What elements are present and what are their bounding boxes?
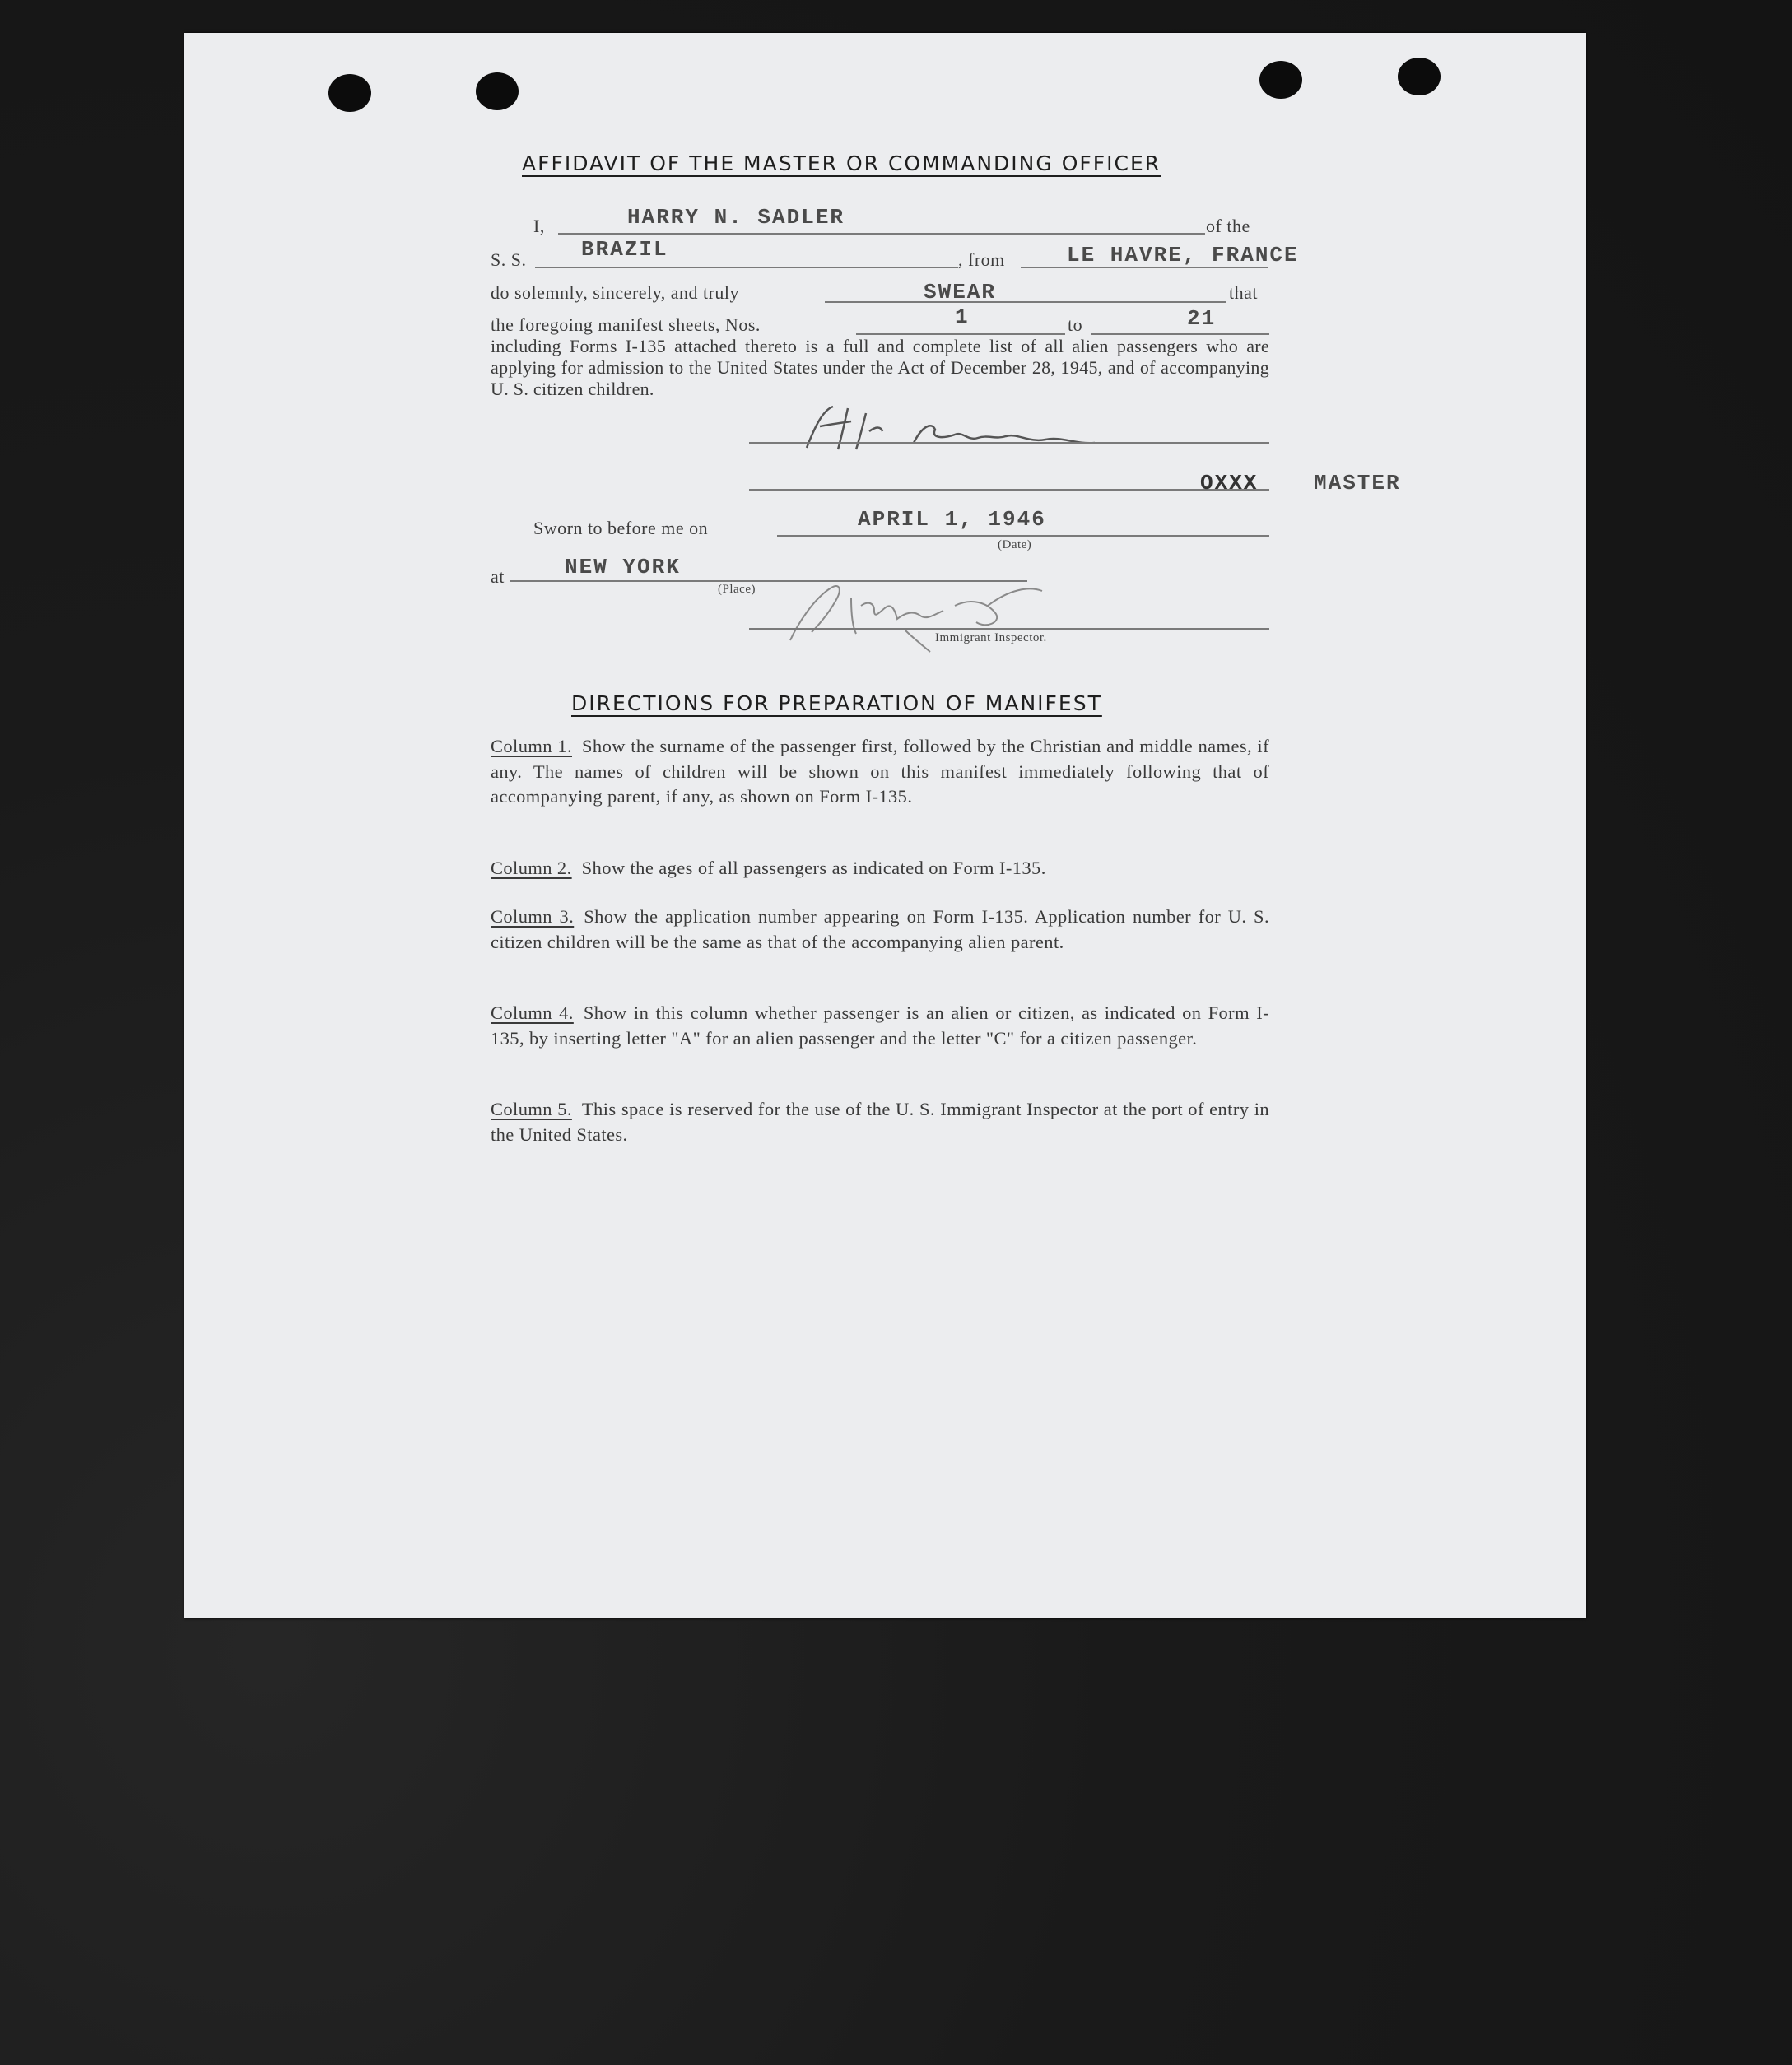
sworn-date-line	[777, 535, 1269, 537]
sworn-label: Sworn to before me on	[533, 518, 709, 538]
sheet-to-line	[1091, 333, 1269, 335]
title-typed-strike: OXXX	[1200, 471, 1259, 495]
punch-hole-1	[328, 74, 371, 112]
sheet-from-line	[856, 333, 1065, 335]
direction-column-1-text: Show the surname of the passenger first, followed by the Christian and middle names, if any. The names of children will be shown on this manifest immediately following that of accompanying parent, if any, as shown on Form I-135.	[491, 736, 1269, 807]
master-name-line	[558, 233, 1205, 235]
place-caption: (Place)	[718, 583, 756, 596]
from-label: , from	[958, 249, 1005, 270]
sworn-date-value: APRIL 1, 1946	[858, 507, 1046, 532]
direction-column-3-label: Column 3.	[491, 906, 575, 927]
direction-column-4-label: Column 4.	[491, 1002, 574, 1023]
i-label: I,	[533, 216, 545, 236]
title-typed-value: MASTER	[1314, 471, 1401, 495]
inspector-line	[749, 628, 1269, 630]
direction-column-3-text: Show the application number appearing on Form I-135. Application number for U. S. citizen children will be the same as that of the accompanying alien parent.	[491, 906, 1269, 952]
affidavit-statement: including Forms I-135 attached thereto is a full and complete list of all alien passengers who are applying for admission to the United States under the Act of December 28, 1945, and of accompanying U. S. citizen children.	[491, 336, 1269, 399]
affidavit-title: AFFIDAVIT OF THE MASTER OR COMMANDING OFFICER	[522, 151, 1161, 175]
port-from-value: LE HAVRE, FRANCE	[1067, 243, 1299, 267]
punch-hole-4	[1398, 58, 1441, 95]
sheets-label: the foregoing manifest sheets, Nos.	[491, 314, 761, 335]
inspector-caption: Immigrant Inspector.	[935, 631, 1047, 644]
directions-title: DIRECTIONS FOR PREPARATION OF MANIFEST	[571, 691, 1102, 715]
solemnly-label: do solemnly, sincerely, and truly	[491, 282, 740, 303]
direction-column-5-label: Column 5.	[491, 1099, 572, 1119]
at-label: at	[491, 566, 505, 587]
to-label: to	[1068, 314, 1083, 335]
title-line	[749, 489, 1269, 491]
direction-column-2	[491, 856, 1269, 881]
place-value: NEW YORK	[565, 555, 681, 579]
direction-column-4-text: Show in this column whether passenger is an alien or citizen, as indicated on Form I-135, by inserting letter "A" for an alien passenger and the letter "C" for a citizen passenger.	[491, 1002, 1269, 1049]
date-caption: (Date)	[998, 538, 1032, 551]
direction-column-4	[491, 1001, 1269, 1051]
direction-column-2-label: Column 2.	[491, 858, 572, 878]
oath-line	[825, 301, 1226, 303]
master-signature	[790, 402, 1136, 459]
ss-label: S. S.	[491, 249, 527, 270]
direction-column-1-label: Column 1.	[491, 736, 572, 756]
ship-name-line	[535, 267, 958, 268]
ship-name-value: BRAZIL	[581, 237, 668, 262]
punch-hole-2	[476, 72, 519, 110]
that-label: that	[1229, 282, 1258, 303]
direction-column-5	[491, 1097, 1269, 1147]
direction-column-2-text: Show the ages of all passengers as indicated on Form I-135.	[581, 858, 1046, 878]
master-name-value: HARRY N. SADLER	[627, 205, 845, 230]
document-page	[184, 33, 1586, 1618]
direction-column-1	[491, 734, 1269, 810]
of-the-label: of the	[1206, 216, 1250, 236]
sheet-to-value: 21	[1187, 306, 1217, 331]
oath-value: SWEAR	[924, 280, 997, 305]
punch-hole-3	[1259, 61, 1302, 99]
sheet-from-value: 1	[955, 305, 970, 329]
direction-column-3	[491, 905, 1269, 955]
master-signature-line	[749, 442, 1269, 444]
direction-column-5-text: This space is reserved for the use of the U. S. Immigrant Inspector at the port of entry in the United States.	[491, 1099, 1269, 1145]
